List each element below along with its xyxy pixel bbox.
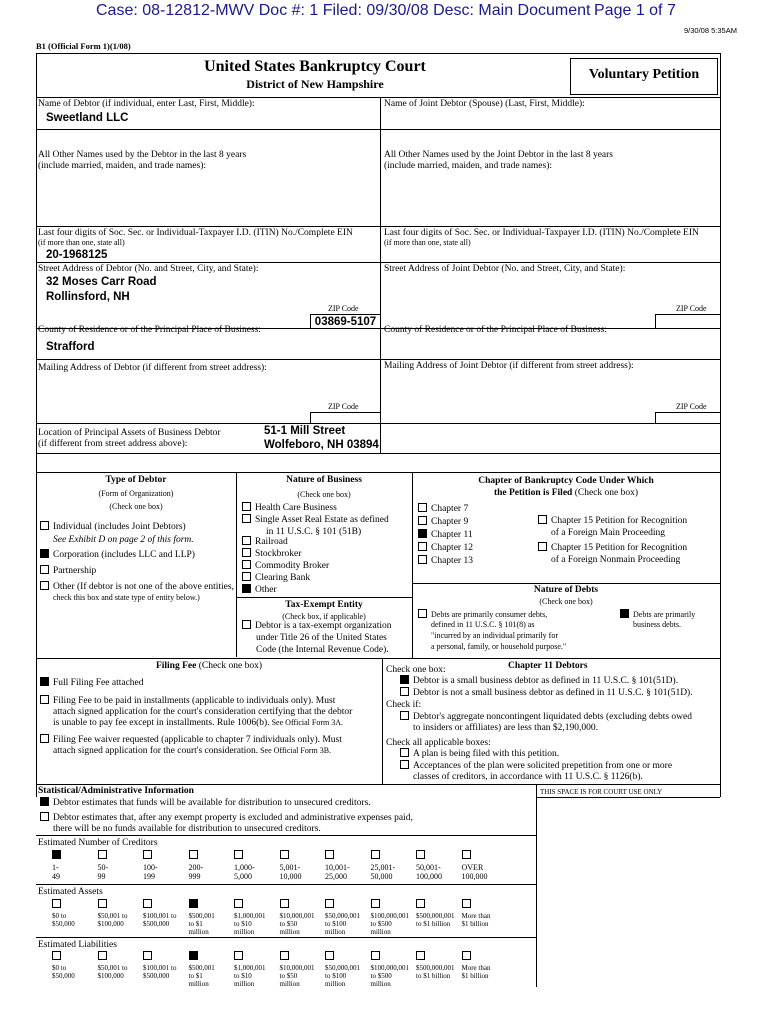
assets-option[interactable] — [234, 899, 278, 936]
liabilities-label: to $50 — [279, 972, 298, 980]
creditors-checkbox[interactable] — [280, 850, 289, 859]
checkbox-commodity-broker[interactable] — [242, 560, 251, 569]
filing-fee-title: Filing Fee (Check one box) — [155, 661, 263, 671]
assets-option[interactable] — [325, 899, 369, 936]
checkbox-corporation[interactable] — [40, 549, 49, 558]
debtor-street-label: Street Address of Debtor (No. and Street, City, and State): — [38, 264, 259, 274]
debts-consumer-2: defined in 11 U.S.C. § 101(8) as — [431, 620, 535, 629]
liabilities-option[interactable] — [280, 951, 324, 988]
creditors-checkbox[interactable] — [325, 850, 334, 859]
court-district: District of New Hampshire — [246, 77, 384, 91]
checkbox-not-small-business[interactable] — [400, 687, 409, 696]
creditors-label: Estimated Number of Creditors — [38, 838, 158, 848]
creditors-label: 1,000- — [234, 863, 255, 872]
creditors-option[interactable] — [189, 850, 233, 881]
checkbox-partnership[interactable] — [40, 565, 49, 574]
creditors-option[interactable] — [462, 850, 506, 881]
creditors-option[interactable] — [416, 850, 460, 881]
checkbox-funds-available[interactable] — [40, 797, 49, 806]
chapter-15-main-2: of a Foreign Main Proceeding — [551, 528, 665, 538]
nob-railroad[interactable]: Railroad — [242, 536, 288, 549]
liabilities-option[interactable] — [143, 951, 187, 980]
fee-installments-2: attach signed application for the court's consideration certifying that the debtor — [53, 707, 353, 717]
chapter-13[interactable]: Chapter 13 — [418, 555, 473, 568]
assets-label: million — [325, 928, 346, 936]
ch11-accept[interactable]: Acceptances of the plan were solicited prepetition from one or more — [400, 760, 672, 773]
type-opt-individual[interactable]: Individual (includes Joint Debtors) — [40, 521, 186, 534]
checkbox-stockbroker[interactable] — [242, 548, 251, 557]
creditors-checkbox[interactable] — [371, 850, 380, 859]
checkbox-chapter-9[interactable] — [418, 516, 427, 525]
checkbox-chapter-7[interactable] — [418, 503, 427, 512]
assets-label: to $1 — [188, 920, 203, 928]
creditors-label: 999 — [188, 872, 201, 881]
assets-label: to $50 — [279, 920, 298, 928]
debtor-ein-label: Last four digits of Soc. Sec. or Individual-Taxpayer I.D. (ITIN) No./Complete EIN — [38, 228, 353, 238]
assets-label: More than — [461, 912, 491, 920]
liabilities-label: million — [279, 980, 300, 988]
chapter-9[interactable]: Chapter 9 — [418, 516, 468, 529]
liabilities-option[interactable] — [462, 951, 506, 980]
type-opt-other[interactable]: Other (If debtor is not one of the above entities, — [40, 581, 234, 594]
liabilities-label: million — [234, 980, 255, 988]
assets-label: to $10 — [234, 920, 252, 928]
assets-checkbox[interactable] — [98, 899, 107, 908]
tax-exempt-sub: (Check box, if applicable) — [282, 612, 366, 621]
nature-of-business-section: Nature of Business (Check one box) — [236, 475, 412, 499]
liabilities-label: to $1 — [188, 972, 203, 980]
creditors-checkbox[interactable] — [143, 850, 152, 859]
tax-exempt-title: Tax-Exempt Entity — [285, 600, 363, 610]
chapter-title-2: the Petition is Filed (Check one box) — [493, 488, 639, 498]
debts-consumer-4: a personal, family, or household purpose." — [431, 642, 567, 651]
assets-option[interactable] — [52, 899, 96, 928]
creditors-label: 10,001- — [325, 863, 350, 872]
assets-checkbox[interactable] — [325, 899, 334, 908]
liabilities-label: $50,000,001 — [325, 964, 360, 972]
checkbox-health-care[interactable] — [242, 502, 251, 511]
assets-label: $100,000 — [97, 920, 124, 928]
joint-ein-sub: (if more than one, state all) — [384, 238, 471, 247]
liabilities-label: Estimated Liabilities — [38, 940, 117, 950]
checkbox-chapter-12[interactable] — [418, 542, 427, 551]
joint-mailing-zip-label: ZIP Code — [676, 402, 707, 411]
assets-option[interactable] — [462, 899, 506, 928]
checkbox-consumer-debts[interactable] — [418, 609, 427, 618]
assets-label: to $100 — [325, 920, 347, 928]
debtor-mailing-zip-label: ZIP Code — [328, 402, 359, 411]
location-label: Location of Principal Assets of Business Debtor (if different from street address above): — [38, 428, 221, 449]
nob-single-asset-2: in 11 U.S.C. § 101 (51B) — [266, 527, 362, 537]
debtor-street2: Rollinsford, NH — [46, 291, 130, 303]
checkbox-chapter-13[interactable] — [418, 555, 427, 564]
liabilities-option[interactable] — [325, 951, 369, 988]
debtor-zip-value: 03869-5107 — [314, 316, 377, 328]
checkbox-chapter-15-main[interactable] — [538, 515, 547, 524]
checkbox-full-fee[interactable] — [40, 677, 49, 686]
fee-installments-3: is unable to pay fee except in installments. Rule 1006(b). See Official Form 3A. — [53, 718, 344, 728]
assets-label: million — [370, 928, 391, 936]
creditors-label: 100,000 — [461, 872, 488, 881]
liabilities-label: $0 to — [52, 964, 67, 972]
checkbox-single-asset[interactable] — [242, 514, 251, 523]
ch11-check-if: Check if: — [386, 700, 422, 710]
debts-consumer[interactable]: Debts are primarily consumer debts, — [418, 609, 547, 619]
nob-clearing[interactable]: Clearing Bank — [242, 572, 310, 585]
ch11-plan[interactable]: A plan is being filed with this petition. — [400, 748, 559, 761]
ch11-accept-2: classes of creditors, in accordance with 11 U.S.C. § 1126(b). — [413, 772, 643, 782]
checkbox-other-entity[interactable] — [40, 581, 49, 590]
nature-of-debts-title: Nature of Debts — [533, 585, 599, 595]
tax-exempt-opt[interactable]: Debtor is a tax-exempt organization — [242, 620, 391, 633]
assets-label: $100,000,001 — [370, 912, 409, 920]
ch11-not-small[interactable]: Debtor is not a small business debtor as defined in 11 U.S.C. § 101(51D). — [400, 687, 693, 700]
assets-label: million — [188, 928, 209, 936]
chapter-title-1: Chapter of Bankruptcy Code Under Which — [478, 476, 654, 486]
creditors-label: 99 — [97, 872, 106, 881]
assets-label: $10,000,001 — [279, 912, 315, 920]
debtor-street1: 32 Moses Carr Road — [46, 276, 157, 288]
fee-waiver[interactable]: Filing Fee waiver requested (applicable to chapter 7 individuals only). Must — [40, 734, 342, 747]
liabilities-label: More than — [461, 964, 491, 972]
assets-option[interactable] — [189, 899, 233, 936]
type-opt-partnership[interactable]: Partnership — [40, 565, 96, 578]
assets-label: $1,000,001 — [234, 912, 266, 920]
liabilities-label: $100,000 — [97, 972, 124, 980]
assets-option[interactable] — [143, 899, 187, 928]
liabilities-label: $500,000,001 — [416, 964, 455, 972]
assets-option[interactable] — [371, 899, 415, 936]
type-opt-corporation[interactable]: Corporation (includes LLC and LLP) — [40, 549, 195, 562]
tax-exempt-l3: Code (the Internal Revenue Code). — [256, 645, 389, 655]
fee-full[interactable]: Full Filing Fee attached — [40, 677, 144, 690]
assets-option[interactable] — [280, 899, 324, 936]
chapter-11[interactable]: Chapter 11 — [418, 529, 473, 542]
assets-label: million — [234, 928, 255, 936]
creditors-label: 10,000 — [279, 872, 302, 881]
liabilities-label: $100,001 to — [143, 964, 177, 972]
ch11-small[interactable]: Debtor is a small business debtor as defined in 11 U.S.C. § 101(51D). — [400, 675, 678, 688]
fee-installments[interactable]: Filing Fee to be paid in installments (applicable to individuals only). Must — [40, 695, 335, 708]
debtor-ein-value: 20-1968125 — [46, 249, 108, 261]
creditors-option[interactable] — [371, 850, 415, 881]
assets-label: $50,000,001 — [325, 912, 360, 920]
nob-commodity[interactable]: Commodity Broker — [242, 560, 329, 573]
assets-checkbox[interactable] — [280, 899, 289, 908]
creditors-checkbox[interactable] — [52, 850, 61, 859]
joint-mailing-label: Mailing Address of Joint Debtor (if different from street address): — [384, 361, 634, 371]
checkbox-individual[interactable] — [40, 521, 49, 530]
assets-checkbox[interactable] — [416, 899, 425, 908]
assets-label: Estimated Assets — [38, 887, 103, 897]
creditors-label: 25,000 — [325, 872, 347, 881]
assets-label: $50,000 — [52, 920, 75, 928]
checkbox-no-funds[interactable] — [40, 812, 49, 821]
debtor-ein-sub: (if more than one, state all) — [38, 238, 125, 247]
assets-label: $500,001 — [188, 912, 215, 920]
assets-checkbox[interactable] — [189, 899, 198, 908]
checkbox-acceptances[interactable] — [400, 760, 409, 769]
creditors-option[interactable] — [98, 850, 142, 881]
liabilities-checkbox[interactable] — [371, 951, 380, 960]
liabilities-label: to $10 — [234, 972, 252, 980]
creditors-label: 5,000 — [234, 872, 252, 881]
creditors-label: 25,001- — [370, 863, 396, 872]
form-id: B1 (Official Form 1)(1/08) — [36, 41, 131, 51]
nob-single-asset[interactable]: Single Asset Real Estate as defined — [242, 514, 389, 527]
debts-business[interactable]: Debts are primarily — [620, 609, 695, 619]
creditors-label: 5,001- — [279, 863, 301, 872]
liabilities-checkbox[interactable] — [98, 951, 107, 960]
case-header: Case: 08-12812-MWV Doc #: 1 Filed: 09/30/08 Desc: Main Document — [96, 2, 591, 19]
creditors-label: OVER — [461, 863, 484, 872]
joint-street-label: Street Address of Joint Debtor (No. and Street, City, and State): — [384, 264, 626, 274]
creditors-option[interactable] — [234, 850, 278, 881]
debtor-mailing-label: Mailing Address of Debtor (if different from street address): — [38, 363, 267, 373]
creditors-checkbox[interactable] — [189, 850, 198, 859]
joint-zip-label: ZIP Code — [676, 304, 707, 313]
liabilities-label: $50,001 to — [97, 964, 128, 972]
creditors-label: 199 — [143, 872, 155, 881]
ch11-check-one: Check one box: — [386, 665, 446, 675]
debts-consumer-3: "incurred by an individual primarily for — [431, 631, 559, 640]
joint-county-label: County of Residence or of the Principal Place of Business: — [384, 325, 607, 335]
liabilities-option[interactable] — [98, 951, 142, 980]
liabilities-option[interactable] — [52, 951, 96, 980]
creditors-label: 50,001- — [416, 863, 441, 872]
assets-checkbox[interactable] — [52, 899, 61, 908]
ch11-title: Chapter 11 Debtors — [508, 661, 588, 671]
voluntary-petition-box — [570, 58, 718, 95]
checkbox-railroad[interactable] — [242, 536, 251, 545]
debtor-name-label: Name of Debtor (if individual, enter Last, First, Middle): — [38, 99, 255, 109]
checkbox-aggregate-debts[interactable] — [400, 711, 409, 720]
fee-waiver-2: attach signed application for the court's consideration. See Official Form 3B. — [53, 746, 332, 756]
creditors-label: 50- — [97, 863, 109, 872]
liabilities-option[interactable] — [416, 951, 460, 980]
liabilities-label: $1,000,001 — [234, 964, 266, 972]
creditors-label: 100- — [143, 863, 158, 872]
court-use-label: THIS SPACE IS FOR COURT USE ONLY — [540, 788, 663, 796]
ch11-aggregate-2: to insiders or affiliates) are less than $2,190,000. — [413, 723, 599, 733]
debtor-other-names-label: All Other Names used by the Debtor in the last 8 years (include married, maiden, and trade names): — [38, 150, 247, 171]
debtor-zip-box — [310, 314, 380, 328]
creditors-option[interactable] — [325, 850, 369, 881]
nob-health[interactable]: Health Care Business — [242, 502, 337, 515]
creditors-label: 200- — [188, 863, 204, 872]
checkbox-small-business[interactable] — [400, 675, 409, 684]
liabilities-label: million — [370, 980, 391, 988]
liabilities-checkbox[interactable] — [462, 951, 471, 960]
liabilities-label: million — [325, 980, 346, 988]
liabilities-label: $10,000,001 — [279, 964, 315, 972]
voluntary-petition-title: Voluntary Petition — [588, 67, 700, 82]
type-opt-other-note: check this box and state type of entity below.) — [53, 593, 200, 602]
stat-nofunds-2: there will be no funds available for distribution to unsecured creditors. — [53, 824, 321, 834]
debts-business-2: business debts. — [633, 620, 681, 629]
liabilities-label: to $500 — [370, 972, 392, 980]
checkbox-plan-filed[interactable] — [400, 748, 409, 757]
assets-label: $0 to — [52, 912, 67, 920]
assets-checkbox[interactable] — [371, 899, 380, 908]
nob-other[interactable]: Other — [242, 584, 277, 597]
assets-option[interactable] — [416, 899, 460, 928]
type-note: See Exhibit D on page 2 of this form. — [53, 535, 194, 545]
liabilities-option[interactable] — [234, 951, 278, 988]
chapter-12[interactable]: Chapter 12 — [418, 542, 473, 555]
assets-label: to $500 — [370, 920, 392, 928]
assets-label: million — [279, 928, 300, 936]
checkbox-nob-other[interactable] — [242, 584, 251, 593]
debtor-zip-label: ZIP Code — [328, 304, 359, 313]
chapter-15-nonmain[interactable]: Chapter 15 Petition for Recognition — [538, 542, 687, 555]
checkbox-chapter-15-nonmain[interactable] — [538, 542, 547, 551]
creditors-label: 1- — [52, 863, 59, 872]
stat-funds[interactable]: Debtor estimates that funds will be available for distribution to unsecured creditors. — [40, 797, 371, 810]
chapter-15-main[interactable]: Chapter 15 Petition for Recognition — [538, 515, 687, 528]
nob-stockbroker[interactable]: Stockbroker — [242, 548, 301, 561]
nature-of-debts-sub: (Check one box) — [539, 597, 593, 606]
creditors-option[interactable] — [52, 850, 96, 881]
timestamp: 9/30/08 5:35AM — [684, 26, 737, 35]
liabilities-checkbox[interactable] — [416, 951, 425, 960]
joint-ein-label: Last four digits of Soc. Sec. or Individual-Taxpayer I.D. (ITIN) No./Complete EIN — [384, 228, 699, 238]
court-title: United States Bankruptcy Court — [204, 58, 426, 75]
page-indicator: Page 1 of 7 — [594, 2, 676, 19]
statistical-title: Statistical/Administrative Information — [38, 786, 194, 796]
liabilities-checkbox[interactable] — [189, 951, 198, 960]
creditors-checkbox[interactable] — [416, 850, 425, 859]
creditors-checkbox[interactable] — [98, 850, 107, 859]
liabilities-label: $50,000 — [52, 972, 75, 980]
creditors-checkbox[interactable] — [234, 850, 243, 859]
liabilities-checkbox[interactable] — [280, 951, 289, 960]
joint-other-names-label: All Other Names used by the Joint Debtor in the last 8 years (include married, maiden, and trade names): — [384, 150, 614, 171]
nature-of-business-title: Nature of Business — [286, 475, 362, 485]
liabilities-label: $500,001 — [188, 964, 215, 972]
assets-label: $500,000,001 — [416, 912, 455, 920]
debtor-county-value: Strafford — [46, 341, 95, 353]
assets-checkbox[interactable] — [462, 899, 471, 908]
liabilities-option[interactable] — [189, 951, 233, 988]
chapter-15-nonmain-2: of a Foreign Nonmain Proceeding — [551, 555, 681, 565]
liabilities-label: to $100 — [325, 972, 347, 980]
liabilities-checkbox[interactable] — [52, 951, 61, 960]
ch11-check-all: Check all applicable boxes: — [386, 738, 491, 748]
liabilities-label: million — [188, 980, 209, 988]
creditors-label: 100,000 — [416, 872, 442, 881]
debtor-name-value: Sweetland LLC — [46, 112, 129, 124]
creditors-option[interactable] — [143, 850, 187, 881]
checkbox-clearing-bank[interactable] — [242, 572, 251, 581]
checkbox-fee-installments[interactable] — [40, 695, 49, 704]
joint-name-label: Name of Joint Debtor (Spouse) (Last, First, Middle): — [384, 99, 585, 109]
creditors-option[interactable] — [280, 850, 324, 881]
location-line2: Wolfeboro, NH 03894 — [264, 439, 379, 451]
type-of-debtor-title: Type of Debtor — [105, 475, 167, 485]
ch11-aggregate[interactable]: Debtor's aggregate noncontingent liquidated debts (excluding debts owed — [400, 711, 692, 724]
debtor-county-label: County of Residence or of the Principal Place of Business: — [38, 325, 261, 335]
liabilities-label: $100,000,001 — [370, 964, 409, 972]
liabilities-checkbox[interactable] — [234, 951, 243, 960]
assets-label: $100,001 to — [143, 912, 177, 920]
assets-label: $500,000 — [143, 920, 170, 928]
creditors-checkbox[interactable] — [462, 850, 471, 859]
liabilities-option[interactable] — [371, 951, 415, 988]
assets-label: $50,001 to — [97, 912, 128, 920]
liabilities-checkbox[interactable] — [325, 951, 334, 960]
assets-checkbox[interactable] — [234, 899, 243, 908]
liabilities-label: $500,000 — [143, 972, 170, 980]
checkbox-business-debts[interactable] — [620, 609, 629, 618]
stat-nofunds[interactable]: Debtor estimates that, after any exempt property is excluded and administrative expenses paid, — [40, 812, 413, 825]
assets-option[interactable] — [98, 899, 142, 928]
liabilities-checkbox[interactable] — [143, 951, 152, 960]
location-line1: 51-1 Mill Street — [264, 425, 346, 437]
type-of-debtor-section: Type of Debtor (Form of Organization) (Check one box) — [36, 475, 236, 511]
assets-label: $1 billion — [461, 920, 489, 928]
checkbox-tax-exempt[interactable] — [242, 620, 251, 629]
assets-label: to $1 billion — [416, 920, 451, 928]
creditors-label: 49 — [52, 872, 60, 881]
tax-exempt-l2: under Title 26 of the United States — [256, 633, 387, 643]
liabilities-label: $1 billion — [461, 972, 489, 980]
creditors-label: 50,000 — [370, 872, 393, 881]
checkbox-fee-waiver[interactable] — [40, 734, 49, 743]
liabilities-label: to $1 billion — [416, 972, 451, 980]
checkbox-chapter-11[interactable] — [418, 529, 427, 538]
chapter-7[interactable]: Chapter 7 — [418, 503, 468, 516]
assets-checkbox[interactable] — [143, 899, 152, 908]
